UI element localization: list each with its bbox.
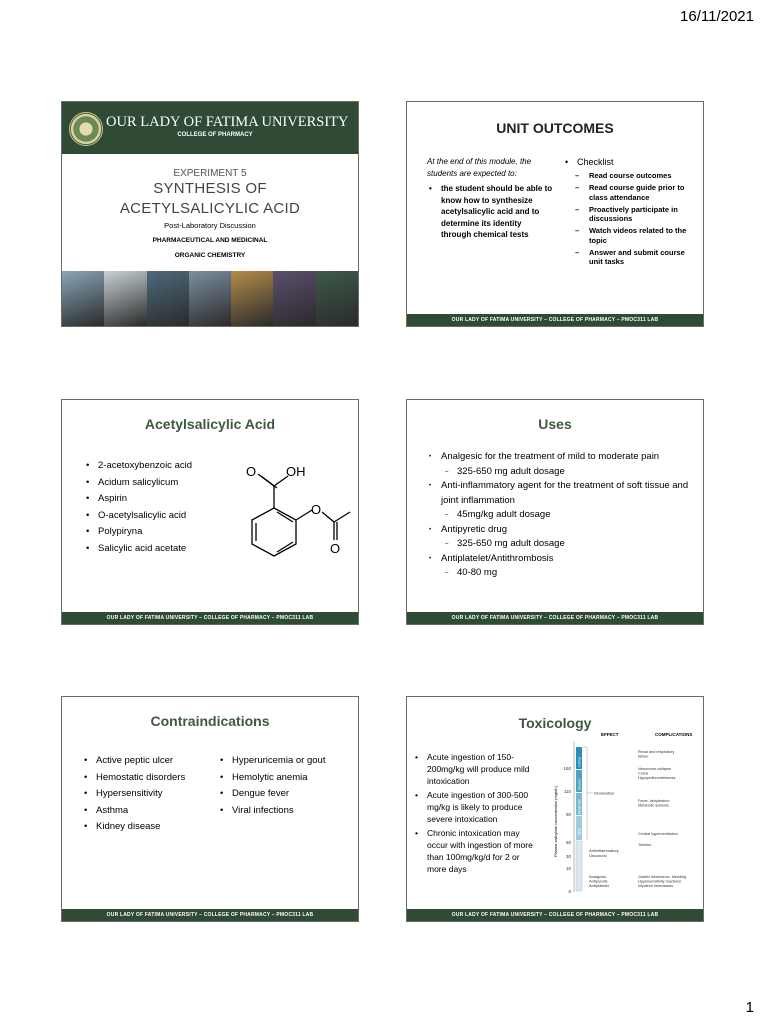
use-item: • Antipyretic drug (427, 523, 697, 538)
slide-heading: Uses (538, 416, 572, 432)
use-dose: – 325-650 mg adult dosage (427, 537, 697, 552)
slide-contraindications[interactable] (61, 696, 359, 922)
use-dose: – 45mg/kg adult dosage (427, 508, 697, 523)
tick-label: 0 (568, 889, 571, 894)
contraindication-item: • Dengue fever (218, 786, 358, 803)
outcome-item: • the student should be able to know how to synthesize acetylsalicylic acid and to determine its identity through chemical tests (427, 183, 553, 241)
band-label: Mild (577, 828, 582, 835)
page-number: 1 (745, 999, 754, 1016)
tick-label: 90 (565, 812, 571, 817)
tick-label: 110 (563, 789, 571, 794)
experiment-title-line1: SYNTHESIS OF (153, 180, 267, 197)
subtitle: Post-Laboratory Discussion (164, 221, 256, 230)
synonym-item: • Salicylic acid acetate (84, 541, 224, 558)
toxicology-list (413, 751, 538, 877)
outcomes-column (427, 156, 553, 241)
slide-toxicology[interactable] (406, 696, 704, 922)
outcomes-intro: At the end of this module, the students are expected to: (427, 157, 532, 178)
effect-label: Antiinflammatory (589, 848, 619, 853)
synonym-list (84, 458, 224, 557)
slide-footer: OUR LADY OF FATIMA UNIVERSITY – COLLEGE OF PHARMACY – PMOC311 LAB (407, 314, 703, 326)
slide-uses[interactable] (406, 399, 704, 625)
uses-list (427, 450, 697, 581)
use-dose: – 325-650 mg adult dosage (427, 465, 697, 480)
contraindication-item: • Asthma (82, 803, 212, 820)
checklist (563, 171, 693, 267)
atom-o1: O (246, 464, 257, 479)
experiment-title-line2: ACETYLSALICYLIC ACID (119, 200, 301, 217)
university-name: OUR LADY OF FATIMA UNIVERSITY (106, 114, 349, 130)
use-item: • Antiplatelet/Antithrombosis (427, 552, 697, 567)
band-label: Lethal (577, 757, 582, 767)
complication-label: Renal and respiratory (638, 750, 675, 754)
effect-label: Analgesic (589, 874, 607, 879)
band-label: Moderate (577, 798, 582, 814)
toxicology-item: • Chronic intoxication may occur with ingestion of more than 100mg/kg/d for 2 or more days (413, 827, 538, 875)
effect-label: Antipyretic (589, 878, 608, 884)
slide-heading: UNIT OUTCOMES (496, 120, 614, 136)
header-effect: EFFECT (601, 732, 619, 737)
lab-photo (273, 271, 315, 326)
tick-label: 50 (565, 840, 571, 845)
synonym-item: • 2-acetoxybenzoic acid (84, 458, 224, 475)
synonym-item: • Polypiryna (84, 524, 224, 541)
checklist-column (563, 156, 693, 269)
header-complications: COMPLICATIONS (655, 732, 693, 737)
complication-label: Fever, dehydration (638, 799, 670, 803)
atom-o2: O (311, 502, 322, 517)
slide-heading: Toxicology (518, 715, 592, 731)
college-name: COLLEGE OF PHARMACY (177, 132, 253, 138)
y-axis-label: Plasma salicylate concentration (mg/dL) (553, 786, 558, 857)
checklist-item: – Proactively participate in discussions (575, 205, 693, 224)
lab-photo (316, 271, 358, 326)
slide-footer: OUR LADY OF FATIMA UNIVERSITY – COLLEGE OF PHARMACY – PMOC311 LAB (62, 909, 358, 921)
complication-label: Gastric intolerance, bleeding (638, 875, 687, 879)
salicylate-toxicity-diagram (543, 727, 703, 897)
checklist-item: – Answer and submit course unit tasks (575, 248, 693, 267)
slide-footer: OUR LADY OF FATIMA UNIVERSITY – COLLEGE OF PHARMACY – PMOC311 LAB (62, 612, 358, 624)
effect-label: Intoxication (594, 790, 615, 796)
band-therapeutic (576, 841, 582, 891)
lab-photo (189, 271, 231, 326)
complication-label: Central hyperventilation (638, 832, 678, 836)
complication-label: failure (638, 754, 649, 759)
use-item: • Analgesic for the treatment of mild to moderate pain (427, 450, 697, 465)
experiment-label: EXPERIMENT 5 (173, 168, 247, 179)
band-mild (576, 816, 582, 840)
slide-title[interactable] (61, 101, 359, 327)
band-label: Severe (577, 778, 582, 790)
effect-label: Antiplatelet (589, 883, 609, 888)
checklist-label: • Checklist (563, 156, 693, 169)
slide-footer: OUR LADY OF FATIMA UNIVERSITY – COLLEGE OF PHARMACY – PMOC311 LAB (407, 909, 703, 921)
use-item: • Anti-inflammatory agent for the treatment of soft tissue and joint inflammation (427, 479, 697, 508)
atom-oh: OH (286, 464, 306, 479)
synonym-item: • O-acetylsalicylic acid (84, 508, 224, 525)
contraindication-item: • Hemostatic disorders (82, 770, 212, 787)
university-seal-icon (69, 112, 103, 146)
toxicology-item: • Acute ingestion of 150-200mg/kg will produce mild intoxication (413, 751, 538, 787)
checklist-item: – Watch videos related to the topic (575, 226, 693, 245)
slide-heading: Contraindications (150, 713, 270, 729)
tick-label: 30 (565, 854, 571, 859)
course-line2: ORGANIC CHEMISTRY (174, 252, 246, 259)
contraindication-item: • Hemolytic anemia (218, 770, 358, 787)
lab-photo-strip (62, 271, 358, 326)
slide-unit-outcomes[interactable] (406, 101, 704, 327)
toxicology-item: • Acute ingestion of 300-500 mg/kg is likely to produce severe intoxication (413, 789, 538, 825)
page-date: 16/11/2021 (680, 8, 754, 25)
checklist-item: – Read course guide prior to class attendance (575, 183, 693, 202)
effect-label: Uricosuric (589, 853, 607, 858)
contraindication-item: • Active peptic ulcer (82, 753, 212, 770)
university-header (62, 102, 358, 154)
contraindication-item: • Viral infections (218, 803, 358, 820)
contraindications-col1 (82, 753, 212, 836)
contraindication-item: • Kidney disease (82, 819, 212, 836)
contraindication-item: • Hyperuricemia or gout (218, 753, 358, 770)
course-line1: PHARMACEUTICAL AND MEDICINAL (152, 237, 268, 244)
slide-acetylsalicylic-acid[interactable] (61, 399, 359, 625)
slide-heading: Acetylsalicylic Acid (144, 416, 276, 432)
lab-photo (231, 271, 273, 326)
checklist-item: – Read course outcomes (575, 171, 693, 181)
complication-label: Vasomotor collapse (638, 767, 672, 771)
slide-footer: OUR LADY OF FATIMA UNIVERSITY – COLLEGE OF PHARMACY – PMOC311 LAB (407, 612, 703, 624)
contraindication-item: • Hypersensitivity (82, 786, 212, 803)
complication-label: Hypersensitivity reactions (638, 879, 682, 884)
lab-photo (147, 271, 189, 326)
lab-photo (104, 271, 146, 326)
aspirin-structure-diagram (222, 452, 352, 572)
atom-o3: O (330, 541, 341, 556)
tick-label: 160 (563, 766, 571, 771)
synonym-item: • Aspirin (84, 491, 224, 508)
complication-label: Tinnitus (638, 843, 652, 847)
lab-photo (62, 271, 104, 326)
contraindications-col2 (218, 753, 358, 819)
tick-label: 10 (565, 866, 571, 871)
complication-label: Impaired hemostasis (638, 884, 674, 888)
complication-label: Hypoprothrombinemia (638, 776, 676, 780)
complication-label: Coma (638, 771, 649, 776)
use-dose: – 40-80 mg (427, 566, 697, 581)
title-body (62, 168, 358, 263)
complication-label: Metabolic acidosis (638, 803, 670, 808)
synonym-item: • Acidum salicylicum (84, 475, 224, 492)
